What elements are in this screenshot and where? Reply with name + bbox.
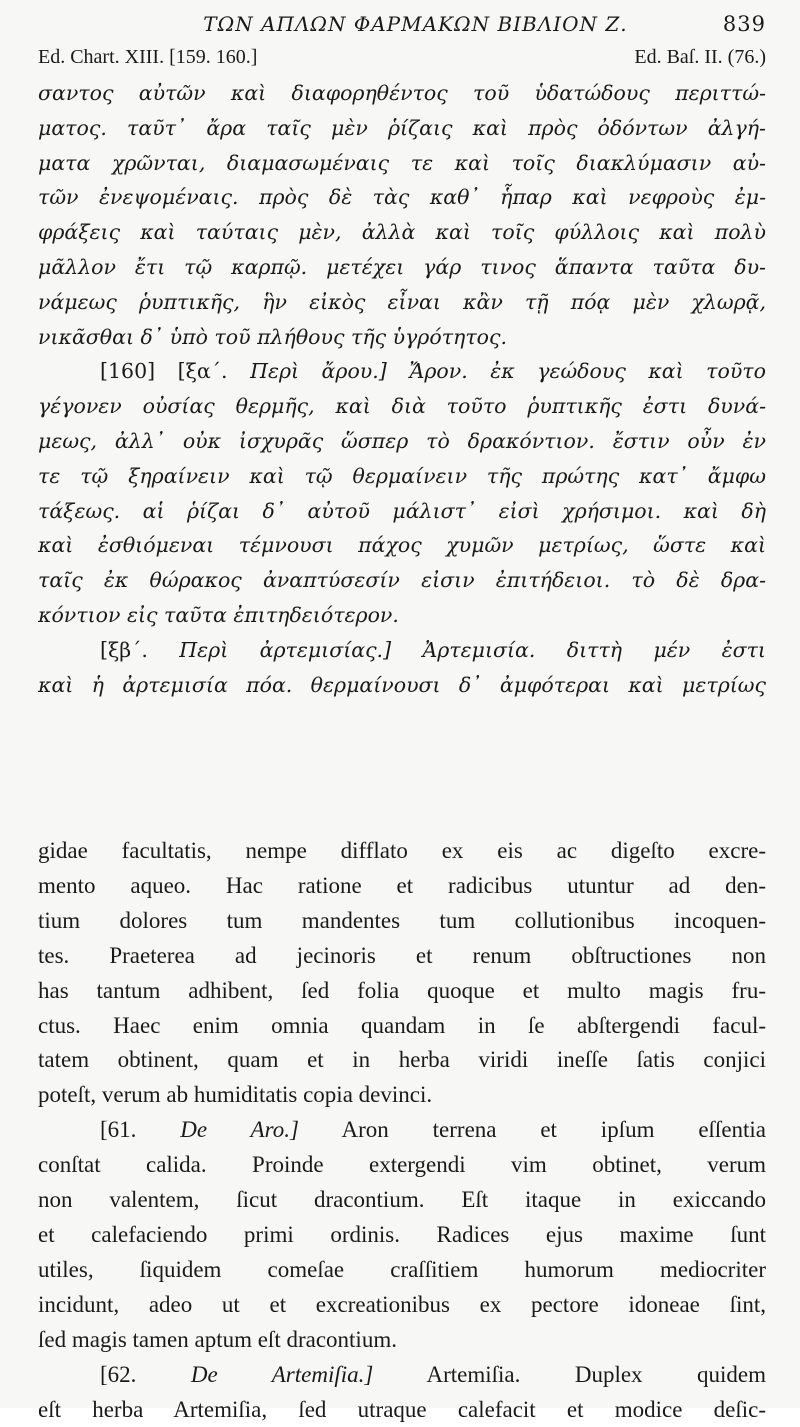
section-number: [62.	[100, 1362, 136, 1387]
running-head	[38, 12, 766, 44]
greek-paragraph-1	[38, 76, 766, 354]
section-heading-artemisia-latin	[38, 1358, 766, 1393]
section-number: [61.	[100, 1117, 136, 1142]
section-heading-aron	[38, 354, 766, 389]
text-line: eſt herba Artemiſia, ſed utraque calefacit et modice deſic-	[38, 1393, 766, 1427]
text-line: incidunt, adeo ut et excreationibus ex pectore idoneae ſint,	[38, 1288, 766, 1323]
text-line: has tantum adhibent, ſed folia quoque et multo magis fru-	[38, 974, 766, 1009]
text-line: μᾶλλον ἔτι τῷ καρπῷ. μετέχει γάρ τινος ἅπαντα ταῦτα δυ-	[38, 250, 766, 285]
greek-paragraph-aron	[38, 354, 766, 632]
text-line: ματος. ταῦτ᾽ ἄρα ταῖς μὲν ῥίζαις καὶ πρὸς ὀδόντων ἀλγή-	[38, 111, 766, 146]
text-line: gidae facultatis, nempe difflato ex eis ac digeſto excre-	[38, 834, 766, 869]
section-title: De Artemiſia.]	[191, 1362, 373, 1387]
text-line: τάξεως. αἱ ῥίζαι δ᾽ αὐτοῦ μάλιστ᾽ εἰσὶ χρήσιμοι. καὶ δὴ	[38, 494, 766, 529]
text-line: Aron terrena et ipſum eſſentia	[342, 1117, 767, 1142]
section-heading-artemisia	[38, 633, 766, 668]
text-line: γέγονεν οὐσίας θερμῆς, καὶ διὰ τοῦτο ῥυπτικῆς ἐστι δυνά-	[38, 389, 766, 424]
text-line: poteſt, verum ab humiditatis copia devinci.	[38, 1078, 766, 1113]
text-line: τε τῷ ξηραίνειν καὶ τῷ θερμαίνειν τῆς πρώτης κατ᾽ ἄμφω	[38, 459, 766, 494]
section-title: Περὶ ἄρου.]	[250, 359, 387, 383]
text-line: conſtat calida. Proinde extergendi vim obtinet, verum	[38, 1148, 766, 1183]
text-line: Ἀρτεμισία. διττὴ μέν ἐστι	[422, 638, 766, 662]
text-line: τῶν ἐνεψομέναις. πρὸς δὲ τὰς καθ᾽ ἧπαρ καὶ νεφροὺς ἐμ-	[38, 180, 766, 215]
text-line: tes. Praeterea ad jecinoris et renum obſtructiones non	[38, 939, 766, 974]
latin-paragraph-artemisia	[38, 1358, 766, 1427]
edition-basel: Ed. Baſ. II. (76.)	[634, 46, 766, 76]
text-line: μεως, ἀλλ᾽ οὐκ ἰσχυρᾶς ὥσπερ τὸ δρακόντιον. ἔστιν οὖν ἐν	[38, 424, 766, 459]
text-line: κόντιον εἰς ταῦτα ἐπιτηδειότερον.	[38, 598, 766, 633]
text-line: Ἄρον. ἐκ γεώδους καὶ τοῦτο	[409, 359, 766, 383]
latin-text	[38, 834, 766, 1427]
section-title: Περὶ ἀρτεμισίας.]	[179, 638, 391, 662]
edition-chartier: Ed. Chart. XIII. [159. 160.]	[38, 46, 257, 76]
text-line: σαντος αὐτῶν καὶ διαφορηθέντος τοῦ ὑδατώδους περιττώ-	[38, 76, 766, 111]
text-line: tium dolores tum mandentes tum collutionibus incoquen-	[38, 904, 766, 939]
text-line: φράξεις καὶ ταύταις μὲν, ἀλλὰ καὶ τοῖς φύλλοις καὶ πολὺ	[38, 215, 766, 250]
section-title: De Aro.]	[180, 1117, 299, 1142]
section-heading-aro	[38, 1113, 766, 1148]
text-line: νάμεως ῥυπτικῆς, ἣν εἰκὸς εἶναι κἂν τῇ πόᾳ μὲν χλωρᾷ,	[38, 285, 766, 320]
text-line: mento aqueo. Hac ratione et radicibus utuntur ad den-	[38, 869, 766, 904]
latin-paragraph-aro	[38, 1113, 766, 1357]
text-line: Artemiſia. Duplex quidem	[427, 1362, 767, 1387]
text-line: ματα χρῶνται, διαμασωμέναις τε καὶ τοῖς διακλύμασιν αὐ-	[38, 146, 766, 181]
edition-line	[38, 46, 766, 76]
text-line: utiles, ſiquidem comeſae craſſitiem humorum mediocriter	[38, 1253, 766, 1288]
text-line: καὶ ἡ ἀρτεμισία πόα. θερμαίνουσι δ᾽ ἀμφότεραι καὶ μετρίως	[38, 668, 766, 703]
section-number: [ξβ΄.	[100, 638, 148, 662]
section-number: [160] [ξα΄.	[100, 359, 228, 383]
text-line: ταῖς ἐκ θώρακος ἀναπτύσεσίν εἰσιν ἐπιτήδειοι. τὸ δὲ δρα-	[38, 563, 766, 598]
text-line: et calefaciendo primi ordinis. Radices ejus maxime ſunt	[38, 1218, 766, 1253]
greek-text	[38, 76, 766, 756]
text-line: non valentem, ſicut dracontium. Eſt itaque in exiccando	[38, 1183, 766, 1218]
running-title: ΤΩΝ ΑΠΛΩΝ ΦΑΡΜΑΚΩΝ ΒΙΒΛΙΟΝ Ζ.	[38, 12, 723, 36]
latin-paragraph-1	[38, 834, 766, 1113]
text-line: tatem obtinent, quam et in herba viridi ineſſe ſatis conjici	[38, 1043, 766, 1078]
text-line: ſed magis tamen aptum eſt dracontium.	[38, 1323, 766, 1358]
text-line: ctus. Haec enim omnia quandam in ſe abſtergendi facul-	[38, 1009, 766, 1044]
greek-paragraph-artemisia	[38, 633, 766, 703]
page-number: 839	[723, 12, 766, 36]
text-line: καὶ ἐσθιόμεναι τέμνουσι πάχος χυμῶν μετρίως, ὥστε καὶ	[38, 528, 766, 563]
text-line: νικᾶσθαι δ᾽ ὑπὸ τοῦ πλήθους τῆς ὑγρότητος.	[38, 320, 766, 355]
